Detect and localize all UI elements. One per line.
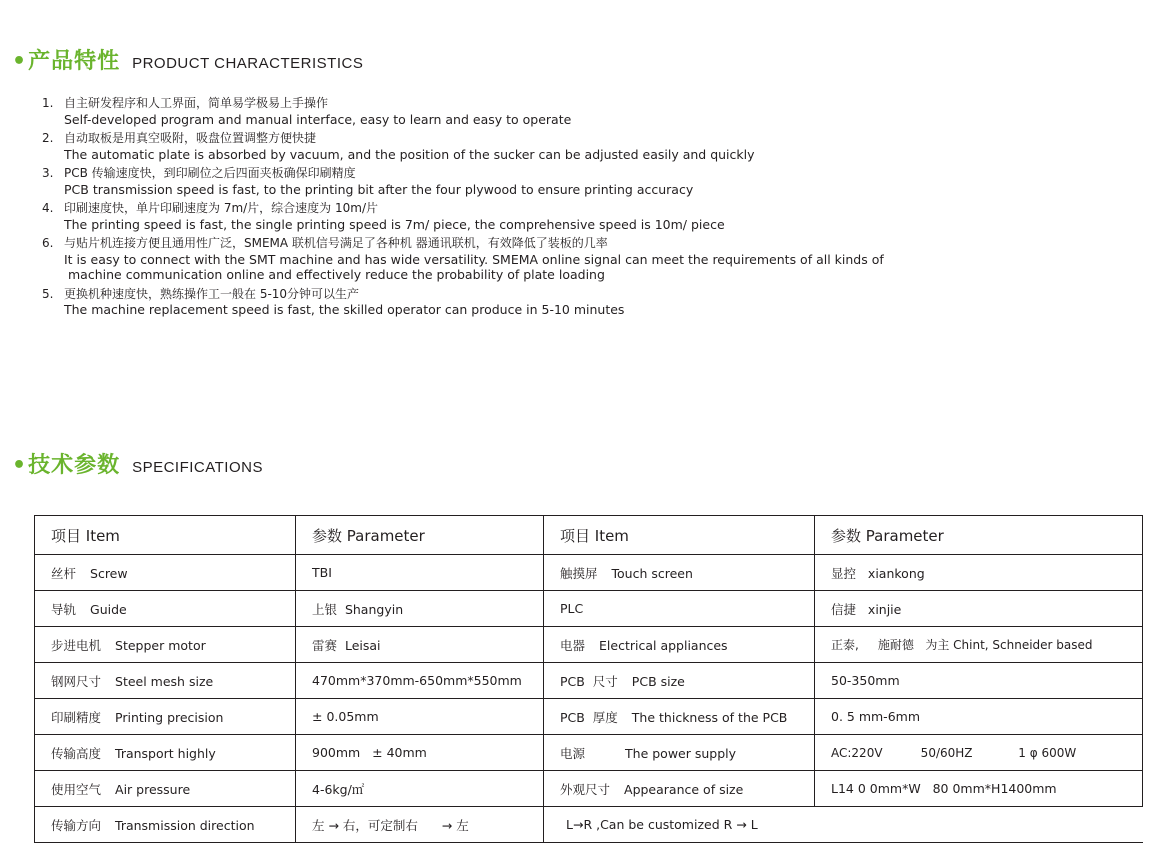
item-en: Stepper motor [115, 637, 206, 653]
characteristics-list [42, 96, 1142, 322]
item-cell [35, 555, 296, 591]
parameter-cell: TBI [296, 555, 544, 591]
item-cn: 外观尺寸 [560, 781, 611, 797]
item-cn: 电器 [560, 637, 586, 653]
list-item [42, 201, 1142, 232]
parameter-cell: 4-6kg/㎡ [296, 771, 544, 807]
list-item [42, 166, 1142, 197]
parameter-cell: 50-350mm [815, 663, 1143, 699]
item-text-cn: 印刷速度快，单片印刷速度为 7m/片，综合速度为 10m/片 [64, 201, 378, 215]
list-item [42, 236, 1142, 283]
item-en: The thickness of the PCB [631, 709, 788, 725]
table-row [35, 735, 1143, 771]
item-cn: 传输方向 [51, 817, 102, 833]
item-cn: 导轨 [51, 601, 77, 617]
table-header-row [35, 516, 1143, 555]
heading-bullet: • [12, 453, 27, 478]
item-number: 1. [42, 96, 54, 110]
heading-bullet: • [12, 49, 27, 74]
item-cell [544, 591, 815, 627]
item-en: Appearance of size [624, 781, 744, 797]
item-en: Guide [90, 601, 127, 617]
specifications-table [34, 515, 1143, 843]
item-cn: PLC [560, 601, 584, 616]
item-en: Electrical appliances [599, 637, 728, 653]
item-en: The power supply [625, 745, 737, 761]
item-en: Touch screen [611, 565, 693, 581]
item-cn: 触摸屏 [560, 565, 598, 581]
item-text-cn: 自动取板是用真空吸附，吸盘位置调整方便快捷 [64, 131, 317, 145]
list-item [42, 287, 1142, 318]
item-en: L→R ,Can be customized R → L [566, 817, 758, 832]
parameter-cell: 左 → 右，可定制右 → 左 [296, 807, 544, 843]
item-number: 4. [42, 201, 54, 215]
item-en: Air pressure [115, 781, 191, 797]
item-text-cn: 与贴片机连接方便且通用性广泛，SMEMA 联机信号满足了各种机 器通讯联机，有效降低了装板的几率 [64, 236, 608, 250]
item-number: 5. [42, 286, 54, 301]
item-en: Steel mesh size [115, 673, 214, 689]
specifications-heading [12, 448, 263, 479]
item-text-en: The printing speed is fast, the single printing speed is 7m/ piece, the comprehensive speed is 10m/ piece [64, 216, 725, 232]
heading-title-en: PRODUCT CHARACTERISTICS [132, 55, 364, 72]
table-row [35, 627, 1143, 663]
parameter-cell: 正泰, 施耐德 为主 Chint, Schneider based [815, 627, 1143, 663]
item-text-cn: 更换机种速度快，熟练操作工一般在 5-10分钟可以生产 [64, 286, 360, 301]
parameter-cell: AC:220V 50/60HZ 1 φ 600W [815, 735, 1143, 771]
parameter-cell: 显控 xiankong [815, 555, 1143, 591]
item-cell [35, 735, 296, 771]
item-cn: PCB 尺寸 [560, 673, 618, 689]
parameter-cell: L14 0 0mm*W 80 0mm*H1400mm [815, 771, 1143, 807]
item-en: Transmission direction [115, 817, 255, 833]
item-cell [35, 627, 296, 663]
transmission-direction-cell [544, 807, 1143, 843]
item-cn: PCB 厚度 [560, 709, 618, 725]
item-text-en: It is easy to connect with the SMT machine and has wide versatility. SMEMA online signal can meet the requirements of all kinds of [64, 251, 884, 267]
item-number: 3. [42, 166, 54, 180]
table-row [35, 771, 1143, 807]
item-cell [544, 627, 815, 663]
column-header-item: 项目 Item [544, 516, 815, 555]
item-cell [544, 771, 815, 807]
parameter-cell: 雷赛 Leisai [296, 627, 544, 663]
item-cell [35, 591, 296, 627]
characteristics-heading [12, 44, 363, 75]
table-row [35, 555, 1143, 591]
item-cell [544, 735, 815, 771]
item-text-en-continued: machine communication online and effectively reduce the probability of plate loading [68, 267, 605, 282]
item-en: Printing precision [115, 709, 224, 725]
parameter-cell: 0. 5 mm-6mm [815, 699, 1143, 735]
item-cell [544, 663, 815, 699]
parameter-cell: 470mm*370mm-650mm*550mm [296, 663, 544, 699]
item-number: 2. [42, 131, 54, 145]
heading-title-en: SPECIFICATIONS [132, 459, 263, 476]
table-row [35, 807, 1143, 843]
item-cn: 电源 [560, 745, 586, 761]
item-cn: 步进电机 [51, 637, 102, 653]
item-cn: 使用空气 [51, 781, 102, 797]
parameter-cell: 上银 Shangyin [296, 591, 544, 627]
item-text-cn: PCB 传输速度快，到印刷位之后四面夹板确保印刷精度 [64, 166, 356, 180]
table-row [35, 591, 1143, 627]
item-en: PCB size [631, 673, 685, 689]
parameter-cell: ± 0.05mm [296, 699, 544, 735]
list-item [42, 131, 1142, 162]
item-cn: 钢网尺寸 [51, 673, 102, 689]
heading-title-cn: 产品特性 [28, 49, 121, 74]
item-text-en: PCB transmission speed is fast, to the printing bit after the four plywood to ensure printing accuracy [64, 181, 694, 197]
item-number: 6. [42, 236, 54, 250]
item-en: Transport highly [115, 745, 216, 761]
table-row [35, 699, 1143, 735]
item-en: Screw [90, 565, 128, 581]
item-cell [35, 807, 296, 843]
item-cell [544, 699, 815, 735]
item-cell [35, 699, 296, 735]
column-header-item: 项目 Item [35, 516, 296, 555]
item-text-en: The machine replacement speed is fast, the skilled operator can produce in 5-10 minutes [64, 302, 625, 317]
list-item [42, 96, 1142, 127]
column-header-parameter: 参数 Parameter [815, 516, 1143, 555]
item-cell [544, 555, 815, 591]
item-text-en: Self-developed program and manual interface, easy to learn and easy to operate [64, 111, 572, 127]
item-text-en: The automatic plate is absorbed by vacuum, and the position of the sucker can be adjusted easily and quickly [64, 146, 755, 162]
column-header-parameter: 参数 Parameter [296, 516, 544, 555]
item-cn: 丝杆 [51, 565, 77, 581]
item-cell [35, 771, 296, 807]
item-text-cn: 自主研发程序和人工界面，简单易学极易上手操作 [64, 96, 329, 110]
table-row [35, 663, 1143, 699]
item-cn: 传输高度 [51, 745, 102, 761]
item-cn: 印刷精度 [51, 709, 102, 725]
heading-title-cn: 技术参数 [28, 453, 121, 478]
parameter-cell: 信捷 xinjie [815, 591, 1143, 627]
item-cell [35, 663, 296, 699]
parameter-cell: 900mm ± 40mm [296, 735, 544, 771]
